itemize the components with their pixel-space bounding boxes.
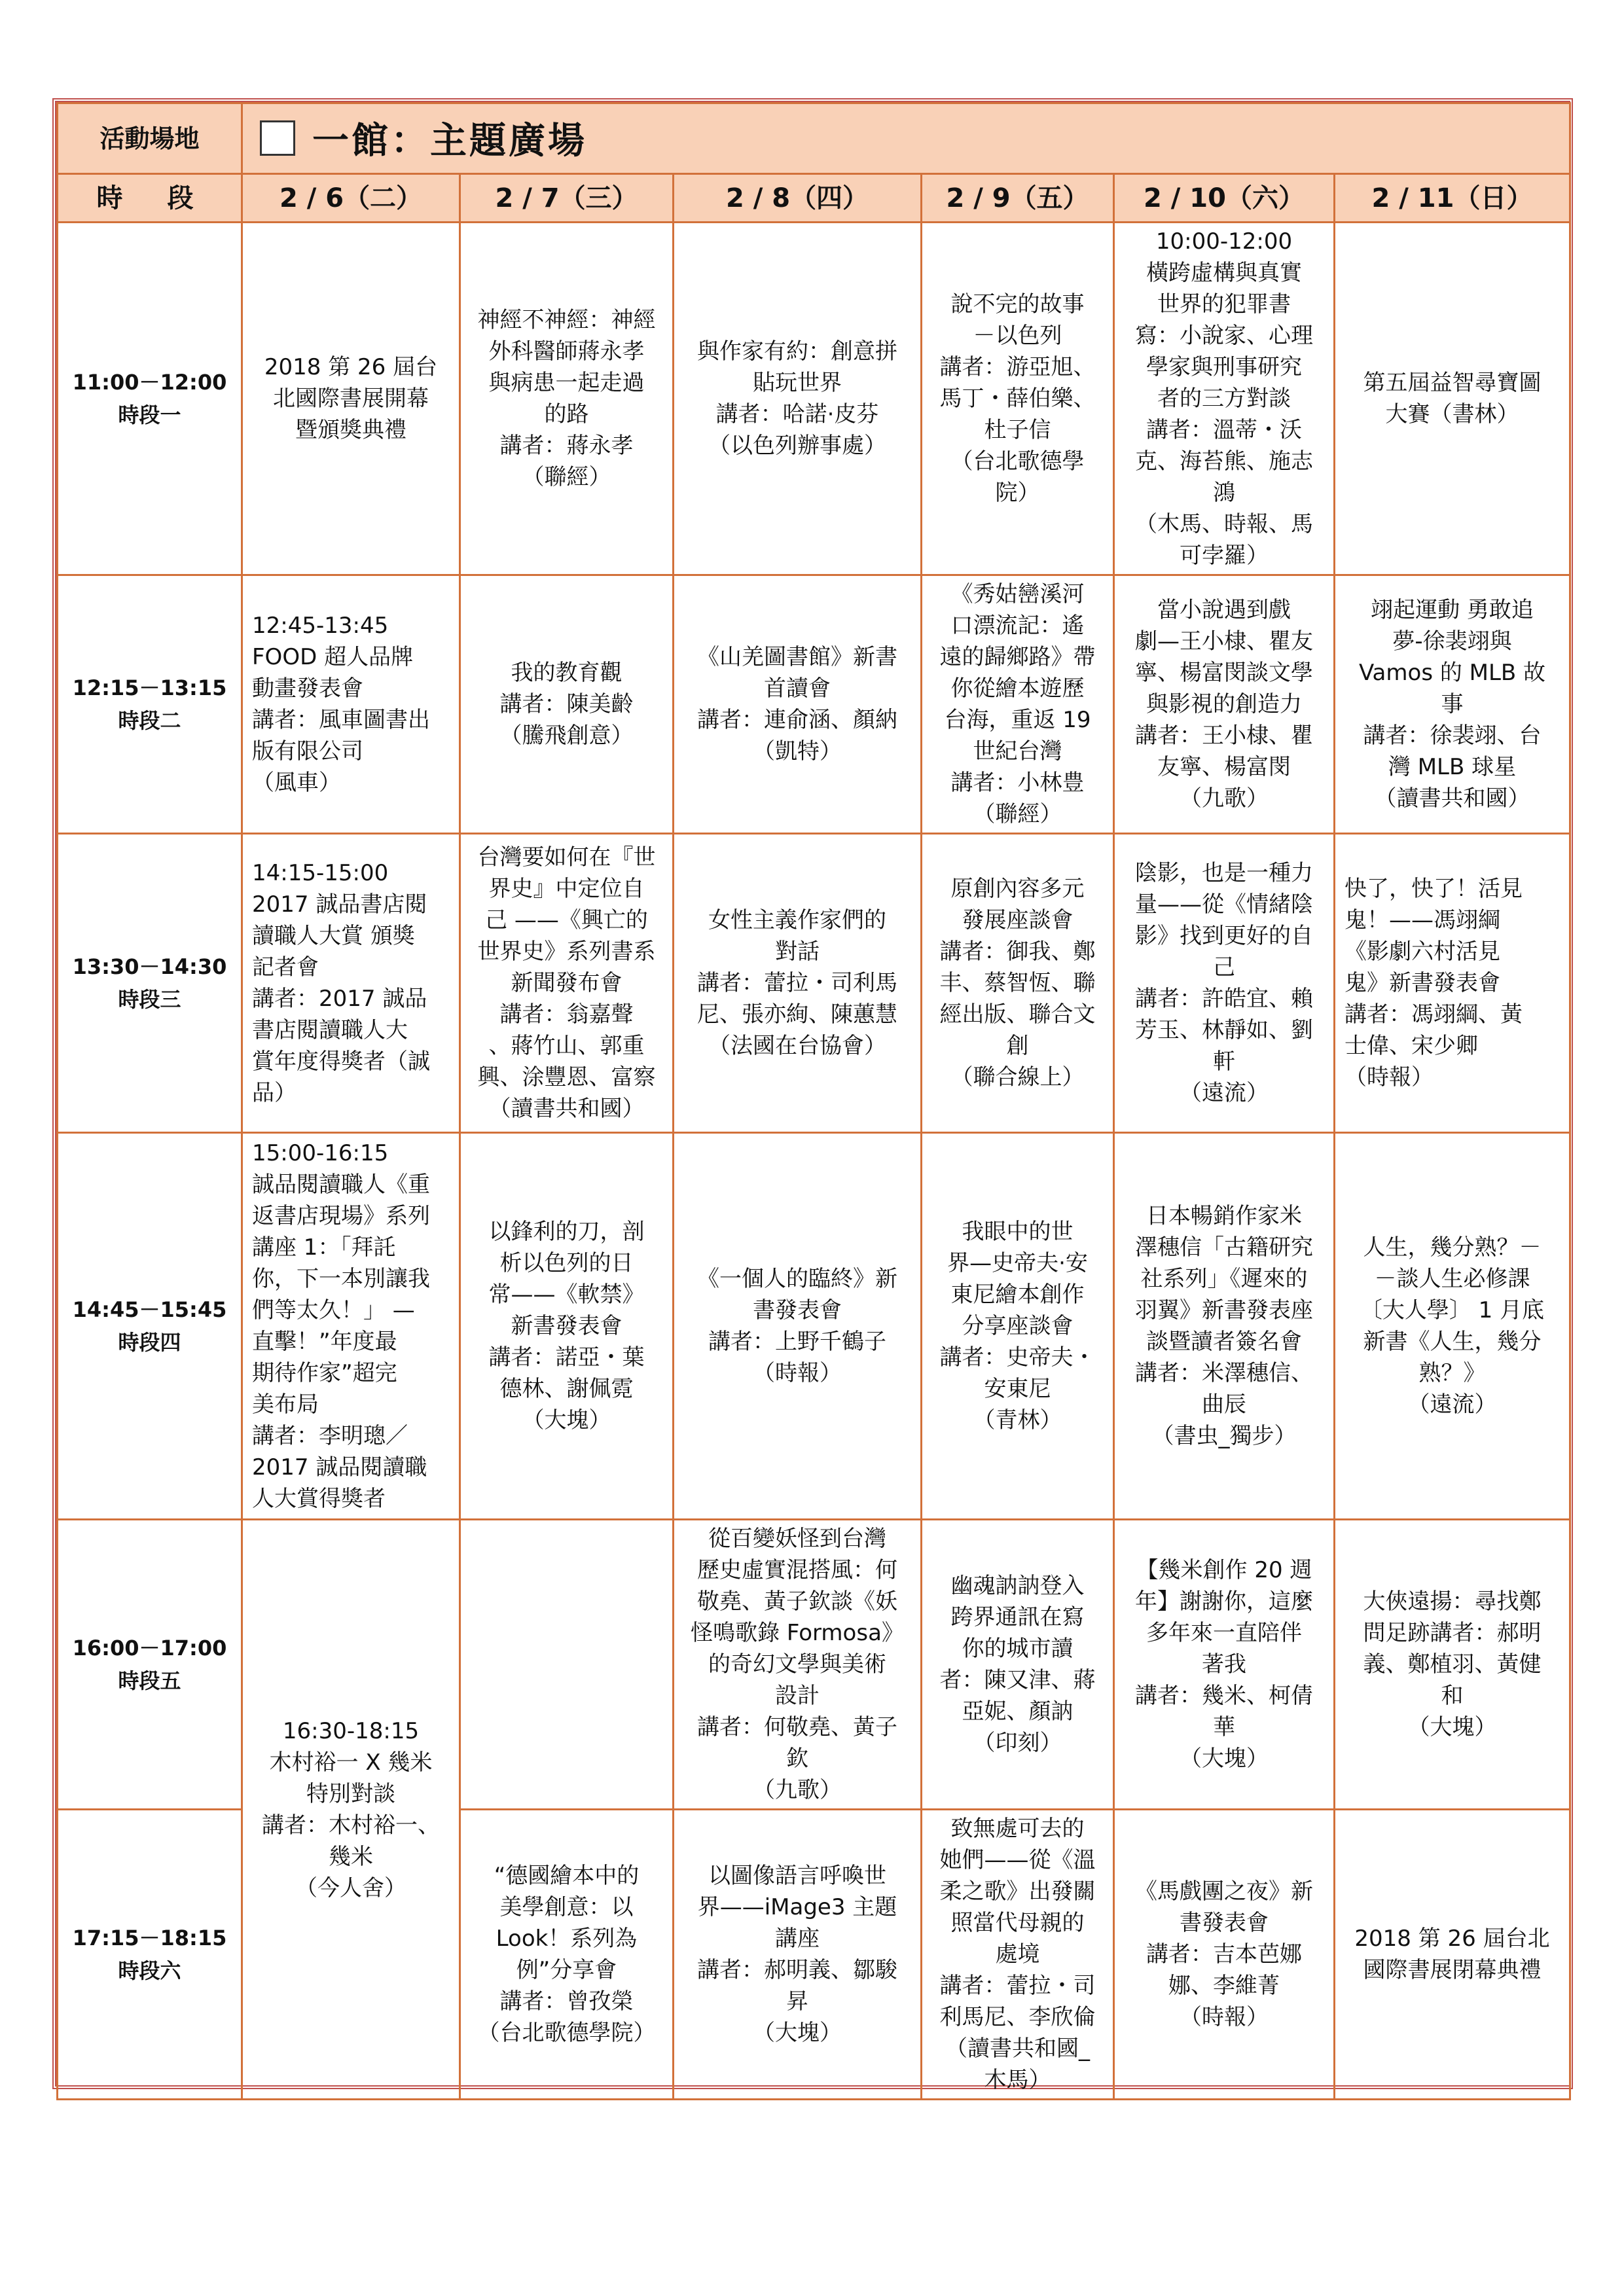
event-0208-slot1: 與作家有約：創意拼 貼玩世界 講者：哈諾·皮芬 （以色列辦事處） (674, 223, 922, 575)
event-0209-slot2: 《秀姑巒溪河 口漂流記：遙 遠的歸鄉路》帶 你從繪本遊歷 台海，重返 19 世紀台灣 講者：小林豊 （聯經） (922, 575, 1114, 834)
event-0211-slot3: 快了，快了！活見 鬼！——馮翊綱 《影劇六村活見 鬼》新書發表會 講者：馮翊綱、黃 士偉、宋少卿 （時報） (1335, 834, 1570, 1133)
slot-name: 時段六 (118, 1958, 181, 1983)
slot-name: 時段四 (118, 1330, 181, 1355)
day-header-0210: 2 / 10（六） (1114, 174, 1335, 223)
slot-time: 13:30－14:30 (72, 954, 227, 979)
event-0210-slot4: 日本暢銷作家米 澤穗信「古籍研究 社系列」《遲來的 羽翼》新書發表座 談暨讀者簽名會 講者：米澤穗信、 曲辰 （書虫_獨步） (1114, 1133, 1335, 1520)
event-0210-slot5: 【幾米創作 20 週 年】謝謝你，這麼 多年來一直陪伴 著我 講者：幾米、柯倩 華 （大塊） (1114, 1520, 1335, 1810)
event-0211-slot5: 大俠遠揚：尋找鄭 問足跡講者：郝明 義、鄭植羽、黃健 和 （大塊） (1335, 1520, 1570, 1810)
slot-time: 14:45－15:45 (72, 1297, 227, 1322)
slot-time: 16:00－17:00 (72, 1636, 227, 1660)
event-0210-slot1: 10:00-12:00 橫跨虛構與真實 世界的犯罪書 寫：小說家、心理 學家與刑事研究 者的三方對談 講者：溫蒂・沃 克、海苔熊、施志 鴻 （木馬、時報、馬 可孛羅） (1114, 223, 1335, 575)
event-0209-slot3: 原創內容多元 發展座談會 講者：御我、鄭 丰、蔡智恆、聯 經出版、聯合文 創 （聯合線上） (922, 834, 1114, 1133)
event-0209-slot5: 幽魂訥訥登入 跨界通訊在寫 你的城市讀 者：陳又津、蔣 亞妮、顏訥 （印刻） (922, 1520, 1114, 1810)
day-header-0207: 2 / 7（三） (460, 174, 674, 223)
event-0206-slot1: 2018 第 26 屆台 北國際書展開幕 暨頒獎典禮 (242, 223, 460, 575)
event-0207-slot2: 我的教育觀 講者：陳美齡 （騰飛創意） (460, 575, 674, 834)
event-0208-slot3: 女性主義作家們的 對話 講者：蕾拉・司利馬 尼、張亦絢、陳蕙慧 （法國在台協會） (674, 834, 922, 1133)
event-0208-slot6: 以圖像語言呼喚世 界——iMage3 主題 講座 講者：郝明義、鄒駿 昇 （大塊） (674, 1810, 922, 2100)
slot-time: 17:15－18:15 (72, 1926, 227, 1950)
venue-title-cell (242, 103, 1570, 174)
event-0211-slot1: 第五屆益智尋寶圖 大賽（書林） (1335, 223, 1570, 575)
event-0206-slot2: 12:45-13:45 FOOD 超人品牌 動畫發表會 講者：風車圖書出 版有限公司 （風車） (242, 575, 460, 834)
slot-5-time-cell (58, 1520, 242, 1810)
slot-4-time-cell (58, 1133, 242, 1520)
day-header-0208: 2 / 8（四） (674, 174, 922, 223)
venue-label: 活動場地 (58, 103, 242, 174)
slot-name: 時段三 (118, 987, 181, 1012)
schedule-frame (52, 98, 1573, 2093)
day-header-0211: 2 / 11（日） (1335, 174, 1570, 223)
event-0211-slot2: 翊起運動 勇敢追 夢-徐裴翊與 Vamos 的 MLB 故 事 講者：徐裴翊、台 灣 MLB 球星 （讀書共和國） (1335, 575, 1570, 834)
slot-time: 12:15－13:15 (72, 675, 227, 700)
event-0206-slot3: 14:15-15:00 2017 誠品書店閱 讀職人大賞 頒獎 記者會 講者：2017 誠品 書店閱讀職人大 賞年度得獎者（誠 品） (242, 834, 460, 1133)
event-0208-slot4: 《一個人的臨終》新 書發表會 講者：上野千鶴子 （時報） (674, 1133, 922, 1520)
event-0207-slot6: “德國繪本中的 美學創意：以 Look！系列為 例”分享會 講者：曾孜榮 （台北歌德學院） (460, 1810, 674, 2100)
slot-time: 11:00－12:00 (72, 370, 227, 395)
event-0209-slot6: 致無處可去的 她們——從《溫 柔之歌》出發關 照當代母親的 處境 講者：蕾拉・司 利馬尼、李欣倫 （讀書共和國_ 木馬） (922, 1810, 1114, 2100)
event-0207-slot1: 神經不神經：神經 外科醫師蔣永孝 與病患一起走過 的路 講者：蔣永孝 （聯經） (460, 223, 674, 575)
schedule-table (56, 102, 1571, 2100)
slot-name: 時段一 (118, 403, 181, 427)
slot-3-time-cell (58, 834, 242, 1133)
event-0210-slot3: 陰影，也是一種力 量——從《情緒陰 影》找到更好的自 己 講者：許皓宜、賴 芳玉、林靜如、劉 軒 （遠流） (1114, 834, 1335, 1133)
slot-6-time-cell (58, 1810, 242, 2100)
event-0207-slot3: 台灣要如何在『世 界史』中定位自 己 ——《興亡的 世界史》系列書系 新聞發布會 講者：翁嘉聲 、蔣竹山、郭重 興、涂豐恩、富察 （讀書共和國） (460, 834, 674, 1133)
event-0209-slot4: 我眼中的世 界—史帝夫·安 東尼繪本創作 分享座談會 講者：史帝夫・ 安東尼 （青林） (922, 1133, 1114, 1520)
slot-name: 時段五 (118, 1668, 181, 1693)
slot-1-time-cell (58, 223, 242, 575)
slot-name: 時段二 (118, 708, 181, 733)
event-0206-slot5-6: 16:30-18:15 木村裕一 X 幾米 特別對談 講者：木村裕一、 幾米 （今人舍） (242, 1520, 460, 2100)
time-column-header: 時 段 (58, 174, 242, 223)
event-0210-slot2: 當小說遇到戲 劇—王小棣、瞿友 寧、楊富閔談文學 與影視的創造力 講者：王小棣、瞿 友寧、楊富閔 （九歌） (1114, 575, 1335, 834)
event-0206-slot4: 15:00-16:15 誠品閱讀職人《重 返書店現場》系列 講座 1：「拜託 你，下一本別讓我 們等太久！」 — 直擊！”年度最 期待作家”超完 美布局 講者：李明璁／ 2017 誠品閱讀職 人大賞得獎者 (242, 1133, 460, 1520)
checkbox-icon (260, 120, 295, 156)
slot-2-time-cell (58, 575, 242, 834)
day-header-0206: 2 / 6（二） (242, 174, 460, 223)
day-header-0209: 2 / 9（五） (922, 174, 1114, 223)
event-0210-slot6: 《馬戲團之夜》新 書發表會 講者：吉本芭娜 娜、李維菁 （時報） (1114, 1810, 1335, 2100)
venue-title: 一館：主題廣場 (312, 119, 587, 162)
event-0208-slot2: 《山羌圖書館》新書 首讀會 講者：連俞涵、顏納 （凱特） (674, 575, 922, 834)
event-0207-slot4: 以鋒利的刀，剖 析以色列的日 常——《軟禁》 新書發表會 講者：諾亞・葉 德林、謝佩霓 （大塊） (460, 1133, 674, 1520)
event-0207-slot5 (460, 1520, 674, 1810)
event-0211-slot4: 人生，幾分熟？－ －談人生必修課 〔大人學〕 1 月底 新書《人生，幾分 熟？》 （遠流） (1335, 1133, 1570, 1520)
event-0208-slot5: 從百變妖怪到台灣 歷史虛實混搭風：何 敬堯、黃子欽談《妖 怪鳴歌錄 Formosa》 的奇幻文學與美術 設計 講者：何敬堯、黃子 欽 （九歌） (674, 1520, 922, 1810)
event-0211-slot6: 2018 第 26 屆台北 國際書展閉幕典禮 (1335, 1810, 1570, 2100)
event-0209-slot1: 說不完的故事 －以色列 講者：游亞旭、 馬丁・薛伯樂、 杜子信 （台北歌德學 院） (922, 223, 1114, 575)
